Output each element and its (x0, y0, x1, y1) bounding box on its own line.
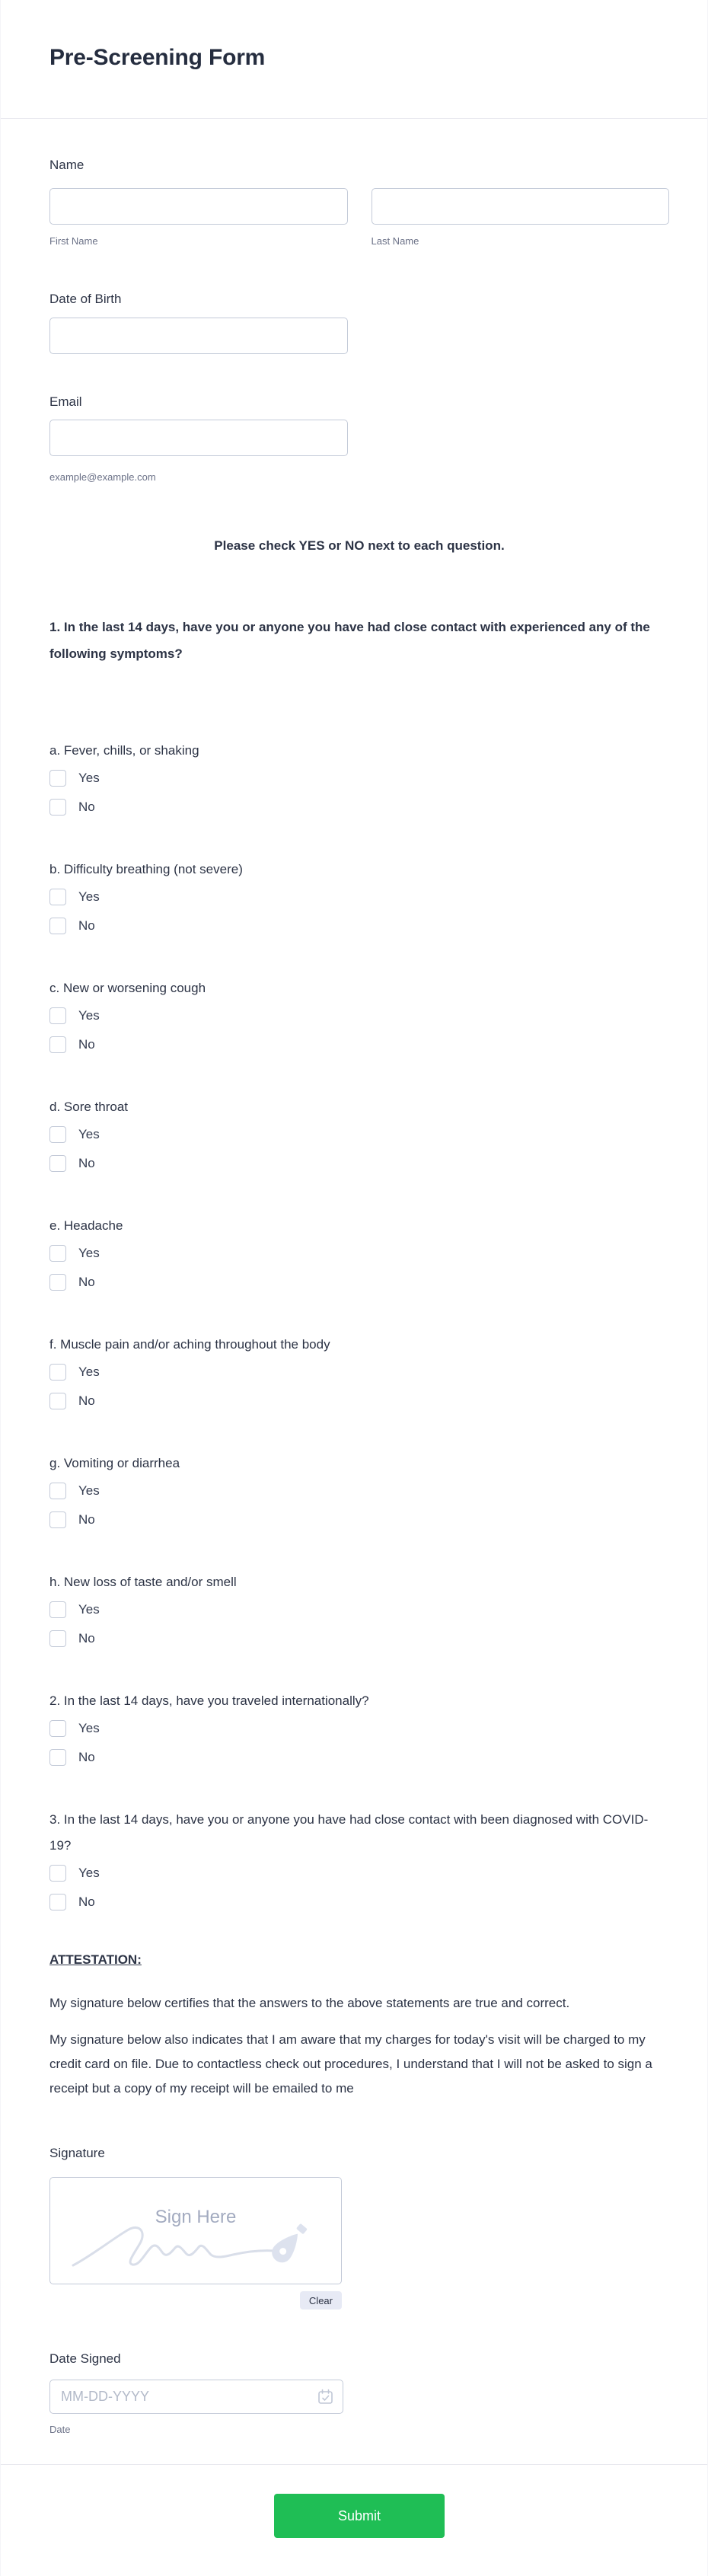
option-yes[interactable] (49, 1865, 171, 1882)
no-option-label: No (78, 1275, 95, 1289)
form-header (1, 0, 707, 73)
no-checkbox[interactable] (49, 1393, 66, 1409)
question-label: a. Fever, chills, or shaking (49, 743, 199, 758)
yes-option-label: Yes (78, 1602, 100, 1617)
no-option-label: No (78, 1512, 95, 1527)
yes-checkbox[interactable] (49, 1245, 66, 1262)
option-no[interactable] (49, 1155, 171, 1172)
option-no[interactable] (49, 1274, 171, 1291)
submit-area (1, 2465, 707, 2576)
signature-scribble-and-pen-icon (50, 2178, 343, 2285)
question-block-3 (49, 1807, 669, 1910)
no-checkbox[interactable] (49, 1630, 66, 1647)
email-field-group (49, 394, 669, 484)
last-name-input[interactable] (372, 188, 670, 225)
date-signed-field-group (49, 2351, 669, 2436)
dob-field-group (49, 291, 669, 354)
yes-checkbox[interactable] (49, 889, 66, 905)
no-checkbox[interactable] (49, 799, 66, 816)
no-checkbox[interactable] (49, 1894, 66, 1910)
option-yes[interactable] (49, 1126, 171, 1143)
question-label: g. Vomiting or diarrhea (49, 1456, 180, 1470)
yes-checkbox[interactable] (49, 1601, 66, 1618)
option-no[interactable] (49, 1749, 171, 1766)
option-no[interactable] (49, 918, 171, 934)
attestation-section (49, 1952, 669, 2101)
submit-button[interactable]: Submit (274, 2494, 445, 2538)
yes-option-label: Yes (78, 1866, 100, 1880)
no-checkbox[interactable] (49, 918, 66, 934)
yes-option-label: Yes (78, 1008, 100, 1023)
yes-option-label: Yes (78, 1483, 100, 1498)
question-label: f. Muscle pain and/or aching throughout the body (49, 1337, 330, 1352)
yes-checkbox[interactable] (49, 1007, 66, 1024)
no-option-label: No (78, 1037, 95, 1052)
question-label: 3. In the last 14 days, have you or anyone you have had close contact with been diagnosed with COVID-19? (49, 1812, 649, 1853)
yes-checkbox[interactable] (49, 770, 66, 787)
no-checkbox[interactable] (49, 1274, 66, 1291)
no-option-label: No (78, 1750, 95, 1764)
yes-option-label: Yes (78, 771, 100, 785)
no-option-label: No (78, 1631, 95, 1646)
question-block-h (49, 1569, 669, 1647)
email-sublabel: example@example.com (49, 471, 156, 483)
name-label: Name (49, 158, 85, 172)
questions-list (49, 738, 669, 1910)
option-yes[interactable] (49, 1601, 171, 1618)
question-block-f (49, 1332, 669, 1409)
yes-checkbox[interactable] (49, 1865, 66, 1882)
signature-field-group (49, 2145, 669, 2309)
yes-checkbox[interactable] (49, 1364, 66, 1381)
option-yes[interactable] (49, 889, 171, 905)
date-signed-sublabel: Date (49, 2424, 71, 2435)
email-label: Email (49, 394, 82, 409)
option-no[interactable] (49, 1630, 171, 1647)
attestation-paragraph-1: My signature below certifies that the answers to the above statements are true and correct. (49, 1996, 570, 2010)
signature-pad[interactable] (49, 2177, 342, 2284)
email-input[interactable] (49, 420, 348, 456)
question-block-d (49, 1094, 669, 1172)
question-block-2 (49, 1688, 669, 1766)
option-yes[interactable] (49, 1483, 171, 1499)
question-block-b (49, 857, 669, 934)
dob-label: Date of Birth (49, 292, 122, 306)
question1-heading: 1. In the last 14 days, have you or anyone you have had close contact with experienced any of the following symptoms? (49, 620, 650, 661)
question-label: b. Difficulty breathing (not severe) (49, 862, 243, 876)
yes-option-label: Yes (78, 1127, 100, 1141)
yes-option-label: Yes (78, 1721, 100, 1735)
yes-option-label: Yes (78, 1365, 100, 1379)
option-no[interactable] (49, 1036, 171, 1053)
no-option-label: No (78, 1156, 95, 1170)
no-checkbox[interactable] (49, 1749, 66, 1766)
no-option-label: No (78, 1894, 95, 1909)
yes-option-label: Yes (78, 889, 100, 904)
first-name-sublabel: First Name (49, 235, 98, 247)
yes-checkbox[interactable] (49, 1126, 66, 1143)
question-block-e (49, 1213, 669, 1291)
option-yes[interactable] (49, 1245, 171, 1262)
instruction-text: Please check YES or NO next to each question. (214, 538, 505, 553)
date-signed-input[interactable] (49, 2380, 343, 2414)
option-no[interactable] (49, 1393, 171, 1409)
signature-label: Signature (49, 2146, 105, 2160)
option-yes[interactable] (49, 1720, 171, 1737)
question-block-g (49, 1451, 669, 1528)
last-name-sublabel: Last Name (371, 235, 419, 247)
question-label: h. New loss of taste and/or smell (49, 1575, 237, 1589)
option-no[interactable] (49, 1511, 171, 1528)
option-yes[interactable] (49, 1364, 171, 1381)
question-label: c. New or worsening cough (49, 981, 206, 995)
attestation-paragraph-2: My signature below also indicates that I am aware that my charges for today's visit will be charged to my credit card on file. Due to contactless check out procedures, I understand that I will not be asked to sign a receipt but a copy of my receipt will be emailed to me (49, 2032, 652, 2096)
no-option-label: No (78, 1393, 95, 1408)
question-label: e. Headache (49, 1218, 123, 1233)
clear-signature-button[interactable]: Clear (300, 2291, 342, 2309)
first-name-input[interactable] (49, 188, 348, 225)
no-option-label: No (78, 918, 95, 933)
question-label: d. Sore throat (49, 1100, 129, 1114)
attestation-heading: ATTESTATION: (49, 1952, 142, 1967)
option-no[interactable] (49, 799, 171, 816)
no-option-label: No (78, 800, 95, 814)
no-checkbox[interactable] (49, 1036, 66, 1053)
question-label: 2. In the last 14 days, have you traveled internationally? (49, 1693, 369, 1708)
yes-checkbox[interactable] (49, 1720, 66, 1737)
yes-option-label: Yes (78, 1246, 100, 1260)
question-block-c (49, 975, 669, 1053)
header-divider (1, 118, 707, 119)
sign-here-placeholder: Sign Here (155, 2207, 237, 2227)
dob-input[interactable] (49, 318, 348, 354)
page-title: Pre-Screening Form (49, 45, 266, 70)
no-checkbox[interactable] (49, 1155, 66, 1172)
calendar-icon[interactable] (317, 2389, 333, 2405)
yes-checkbox[interactable] (49, 1483, 66, 1499)
name-field-group (49, 157, 669, 247)
question-block-a (49, 738, 669, 816)
date-signed-label: Date Signed (49, 2351, 121, 2366)
option-no[interactable] (49, 1894, 171, 1910)
option-yes[interactable] (49, 770, 171, 787)
option-yes[interactable] (49, 1007, 171, 1024)
no-checkbox[interactable] (49, 1511, 66, 1528)
